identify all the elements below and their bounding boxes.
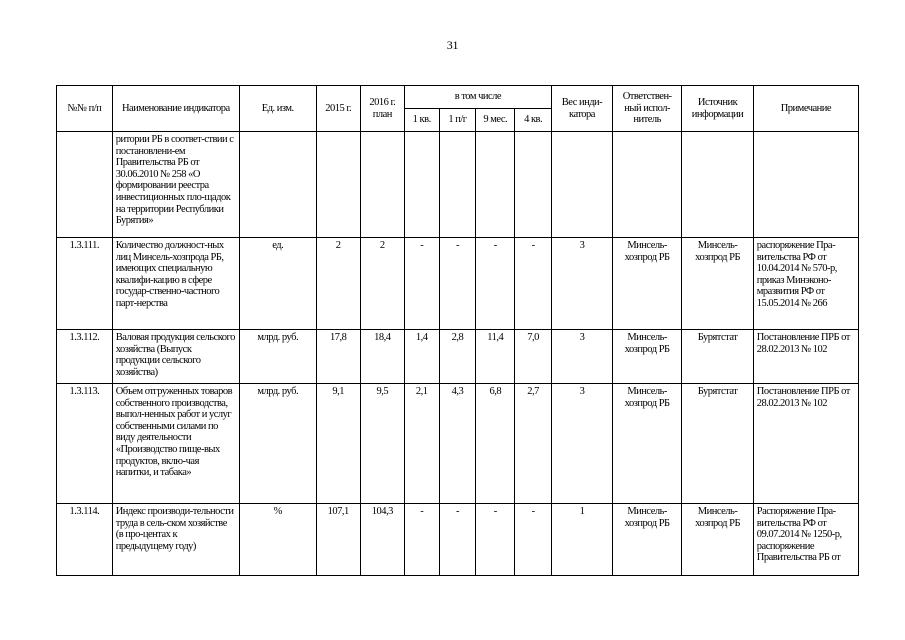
row-source: Бурятстат <box>682 384 753 504</box>
row-note <box>753 132 858 238</box>
row-h1: 4,3 <box>439 384 476 504</box>
header-name: Наименование индикатора <box>112 86 239 132</box>
row-2016: 18,4 <box>360 330 404 384</box>
row-name: ритории РБ в соответ-ствии с постановлени-ем Правительства РБ от 30.06.2010 № 258 «О формировании реестра инвестиционных пло-щадок на территории Республики Бурятия» <box>112 132 239 238</box>
row-q4: - <box>515 504 552 576</box>
row-note: Постановление ПРБ от 28.02.2013 № 102 <box>753 330 858 384</box>
header-2016-plan: 2016 г. план <box>360 86 404 132</box>
row-2015 <box>316 132 360 238</box>
row-2016: 2 <box>360 238 404 330</box>
header-2015: 2015 г. <box>316 86 360 132</box>
row-9m: - <box>476 238 515 330</box>
row-9m: 11,4 <box>476 330 515 384</box>
row-source: Минсель-хозпрод РБ <box>682 238 753 330</box>
row-q1: 1,4 <box>404 330 439 384</box>
row-note: Распоряжение Пра-вительства РФ от 09.07.2014 № 1250-р, распоряжение Правительства РБ от <box>753 504 858 576</box>
row-unit: ед. <box>239 238 316 330</box>
row-2016 <box>360 132 404 238</box>
row-2016: 9,5 <box>360 384 404 504</box>
row-responsible <box>612 132 681 238</box>
row-weight: 3 <box>552 384 613 504</box>
header-num: №№ п/п <box>57 86 113 132</box>
row-q1 <box>404 132 439 238</box>
row-9m: - <box>476 504 515 576</box>
row-num: 1.3.114. <box>57 504 113 576</box>
row-source <box>682 132 753 238</box>
header-h1: 1 п/г <box>439 109 476 132</box>
row-responsible: Минсель-хозпрод РБ <box>612 384 681 504</box>
row-responsible: Минсель-хозпрод РБ <box>612 330 681 384</box>
row-q1: 2,1 <box>404 384 439 504</box>
header-unit: Ед. изм. <box>239 86 316 132</box>
header-responsible: Ответствен-ный испол-нитель <box>612 86 681 132</box>
row-weight: 1 <box>552 504 613 576</box>
row-responsible: Минсель-хозпрод РБ <box>612 504 681 576</box>
table-row <box>57 132 859 238</box>
row-unit: млрд. руб. <box>239 330 316 384</box>
table-row <box>57 384 859 504</box>
row-source: Бурятстат <box>682 330 753 384</box>
row-num: 1.3.111. <box>57 238 113 330</box>
header-q1: 1 кв. <box>404 109 439 132</box>
row-unit: млрд. руб. <box>239 384 316 504</box>
row-name: Количество должност-ных лиц Минсель-хозпрода РБ, имеющих специальную квалифи-кацию в сфере государ-ственно-частного парт-нерства <box>112 238 239 330</box>
row-q1: - <box>404 504 439 576</box>
table-row <box>57 238 859 330</box>
row-q4: 2,7 <box>515 384 552 504</box>
header-9m: 9 мес. <box>476 109 515 132</box>
row-9m: 6,8 <box>476 384 515 504</box>
row-unit <box>239 132 316 238</box>
row-h1: 2,8 <box>439 330 476 384</box>
row-note: Постановление ПРБ от 28.02.2013 № 102 <box>753 384 858 504</box>
row-q4 <box>515 132 552 238</box>
row-source: Минсель-хозпрод РБ <box>682 504 753 576</box>
row-num: 1.3.113. <box>57 384 113 504</box>
header-in-total: в том числе <box>404 86 551 109</box>
row-responsible: Минсель-хозпрод РБ <box>612 238 681 330</box>
row-note: распоряжение Пра-вительства РФ от 10.04.2014 № 570-р, приказ Минэконо-мразвития РФ от 15.05.2014 № 266 <box>753 238 858 330</box>
row-weight: 3 <box>552 330 613 384</box>
row-num <box>57 132 113 238</box>
row-2015: 9,1 <box>316 384 360 504</box>
row-q4: 7,0 <box>515 330 552 384</box>
row-name: Объем отгруженных товаров собственного производства, выпол-ненных работ и услуг собственными силами по виду деятельности «Производство пище-вых продуктов, вклю-чая напитки, и табака» <box>112 384 239 504</box>
row-h1: - <box>439 504 476 576</box>
row-weight: 3 <box>552 238 613 330</box>
table-row <box>57 330 859 384</box>
row-2015: 107,1 <box>316 504 360 576</box>
header-note: Примечание <box>753 86 858 132</box>
table-row <box>57 504 859 576</box>
row-name: Валовая продукция сельского хозяйства (Выпуск продукции сельского хозяйства) <box>112 330 239 384</box>
row-weight <box>552 132 613 238</box>
page-number: 31 <box>446 38 459 52</box>
row-2016: 104,3 <box>360 504 404 576</box>
row-9m <box>476 132 515 238</box>
indicators-table <box>56 85 859 576</box>
header-row <box>57 86 859 109</box>
row-q1: - <box>404 238 439 330</box>
header-source: Источник информации <box>682 86 753 132</box>
row-unit: % <box>239 504 316 576</box>
row-2015: 17,8 <box>316 330 360 384</box>
header-weight: Вес инди-катора <box>552 86 613 132</box>
row-num: 1.3.112. <box>57 330 113 384</box>
row-q4: - <box>515 238 552 330</box>
row-2015: 2 <box>316 238 360 330</box>
row-h1: - <box>439 238 476 330</box>
row-h1 <box>439 132 476 238</box>
header-q4: 4 кв. <box>515 109 552 132</box>
row-name: Индекс производи-тельности труда в сель-ском хозяйстве (в про-центах к предыдущему году) <box>112 504 239 576</box>
